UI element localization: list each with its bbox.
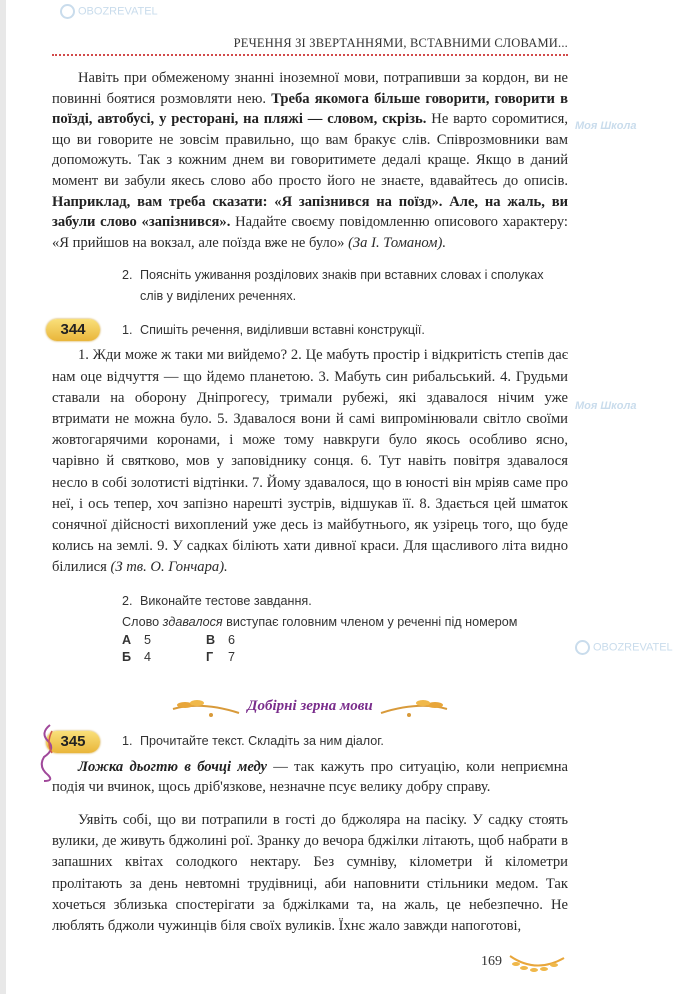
- watermark: [575, 400, 651, 412]
- option-letter[interactable]: Г: [206, 649, 214, 664]
- story-paragraph: Уявіть собі, що ви потрапили в гості до бджоляра на пасіку. У садку стоять вулики, де живуть бджолині рої. Зранку до вечора бджілки літають, щоб набрати в запашних квітах солодкого нектару. Без сумніву, кілометри й кілометри пролітають за день невтомні трудівниці, аби наповнити стільники медом. Так хочеться зблизька спостерігати за бджілками та, на жаль, це небезпечно. Не люблять бджоли чужинців біля своїх вуликів. Їхнє жало завжди напоготові,: [52, 811, 568, 935]
- watermark-text: OBOZREVATEL: [593, 641, 673, 654]
- text: виступає головним членом у реченні під номером: [222, 614, 518, 629]
- task-row: [52, 731, 568, 753]
- running-header: РЕЧЕННЯ ЗІ ЗВЕРТАННЯМИ, ВСТАВНИМИ СЛОВАМИ...: [52, 36, 568, 56]
- wheat-right-icon: [379, 697, 449, 717]
- wheat-ornament-icon: [506, 950, 568, 974]
- task-number: 1.: [122, 734, 133, 749]
- highlighted-sentence: Треба якомога більше говорити, говорити в поїзді, автобусі, у ресторані, на пляжі — словом, скрізь.: [52, 90, 569, 128]
- option-value: 4: [144, 649, 152, 664]
- task-row: [52, 591, 568, 612]
- task-instruction: Поясніть уживання розділових знаків при вставних словах і сполуках слів у виділених реченнях.: [140, 268, 544, 304]
- task-number: 1.: [122, 322, 133, 337]
- option-letter[interactable]: В: [206, 632, 216, 647]
- watermark: [575, 640, 673, 655]
- text: Не варто соромитися, що ви говорите не зовсім правильно, що вам бракує слів. Співрозмовники вам допоможуть. Так з кожним днем ви говоритимете дедалі краще. Якщо в даний момент ви забули якесь слово або просто його не знаєте, вдавайтесь до описів.: [52, 111, 568, 189]
- highlighted-word: здавалося: [162, 614, 223, 629]
- watermark: [575, 120, 651, 132]
- task-instruction: Прочитайте текст. Складіть за ним діалог.: [140, 734, 384, 749]
- task-number: 2.: [122, 268, 133, 283]
- watermark-text: Моя Школа: [575, 400, 637, 412]
- idiom: Ложка дьогтю в бочці меду: [78, 758, 267, 775]
- option-value: 7: [228, 649, 236, 664]
- text: Надайте своєму повідомленню описового характеру: «Я прийшов на вокзал, але поїзда вже не було»: [52, 214, 568, 251]
- option-value: 6: [228, 632, 236, 647]
- task-instruction: Спишіть речення, виділивши вставні конструкції.: [140, 322, 425, 337]
- text: — так кажуть про ситуацію, коли неприємна подія чи вчинок, щось дріб'язкове, незначне псує велику добру справу.: [52, 758, 568, 796]
- text: Слово: [122, 614, 163, 629]
- exercise-number-badge: 345: [46, 731, 100, 753]
- task-number: 2.: [122, 593, 133, 608]
- option-letter[interactable]: А: [122, 632, 132, 647]
- watermark-text: OBOZREVATEL: [78, 5, 158, 18]
- exercise-number-badge: 344: [46, 319, 100, 341]
- watermark-text: Моя Школа: [575, 120, 637, 132]
- task-row: [52, 319, 568, 341]
- page-edge: [0, 0, 6, 994]
- source-citation: (За І. Томаном).: [348, 234, 446, 251]
- text: Навіть при обмеженому знанні іноземної мови, потрапивши за кордон, ви не повинні боятися розмовляти нею.: [52, 70, 568, 107]
- section-banner: [52, 689, 568, 725]
- exercise-345: [52, 731, 568, 938]
- page-content: [52, 0, 568, 994]
- task-row: [52, 265, 568, 307]
- exercise-text: [52, 345, 568, 578]
- test-question: [122, 612, 568, 633]
- page-footer: [52, 950, 568, 974]
- text: 1. Жди може ж таки ми вийдемо? 2. Це мабуть простір і відкритість степів дає нам оце відчуття — що йдемо планетою. 3. Мабуть син рибальський. 4. Грудьми ставали на оборону Дніпрогесу, тримали рубежі, які здавалося нічим уже втримати не можна було. 5. Здавалося вони й самі випромінювали світло своїми жовтогарячими коронами, і може тому навкруги було якось особливо ясно, чарівно й святково, мов у заповіднику сонця. 6. Тут навіть повітря здавалося несло в собі золотисті відтінки. 7. Йому здавалося, що в юності він мріяв саме про неї, і ось тепер, хоч запізно нарешті зустрів, відшукав її. 8. Здається цей шматок сонячної дійсності вихоплений уже десь із майбутнього, як узірець того, що буде колись на землі. 9. У садках біліють хати дивної краси. Для щасливого літа видно білилися: [52, 347, 568, 576]
- page-number: 169: [481, 953, 502, 969]
- idiom-paragraph: [52, 757, 568, 798]
- option-value: 5: [144, 632, 152, 647]
- source-citation: (З тв. О. Гончара).: [110, 559, 228, 576]
- intro-paragraph: [52, 68, 568, 253]
- answer-options: [122, 633, 568, 667]
- option-letter[interactable]: Б: [122, 649, 132, 664]
- section-title: Добірні зерна мови: [247, 698, 373, 715]
- highlighted-sentence: Наприклад, вам треба сказати: «Я запізнився на поїзд». Але, на жаль, ви забули слово «запізнився».: [52, 193, 568, 231]
- task-instruction: Виконайте тестове завдання.: [140, 593, 312, 608]
- wheat-left-icon: [171, 697, 241, 717]
- test-question-row: [52, 612, 568, 633]
- decorative-swirl-icon: [38, 723, 58, 783]
